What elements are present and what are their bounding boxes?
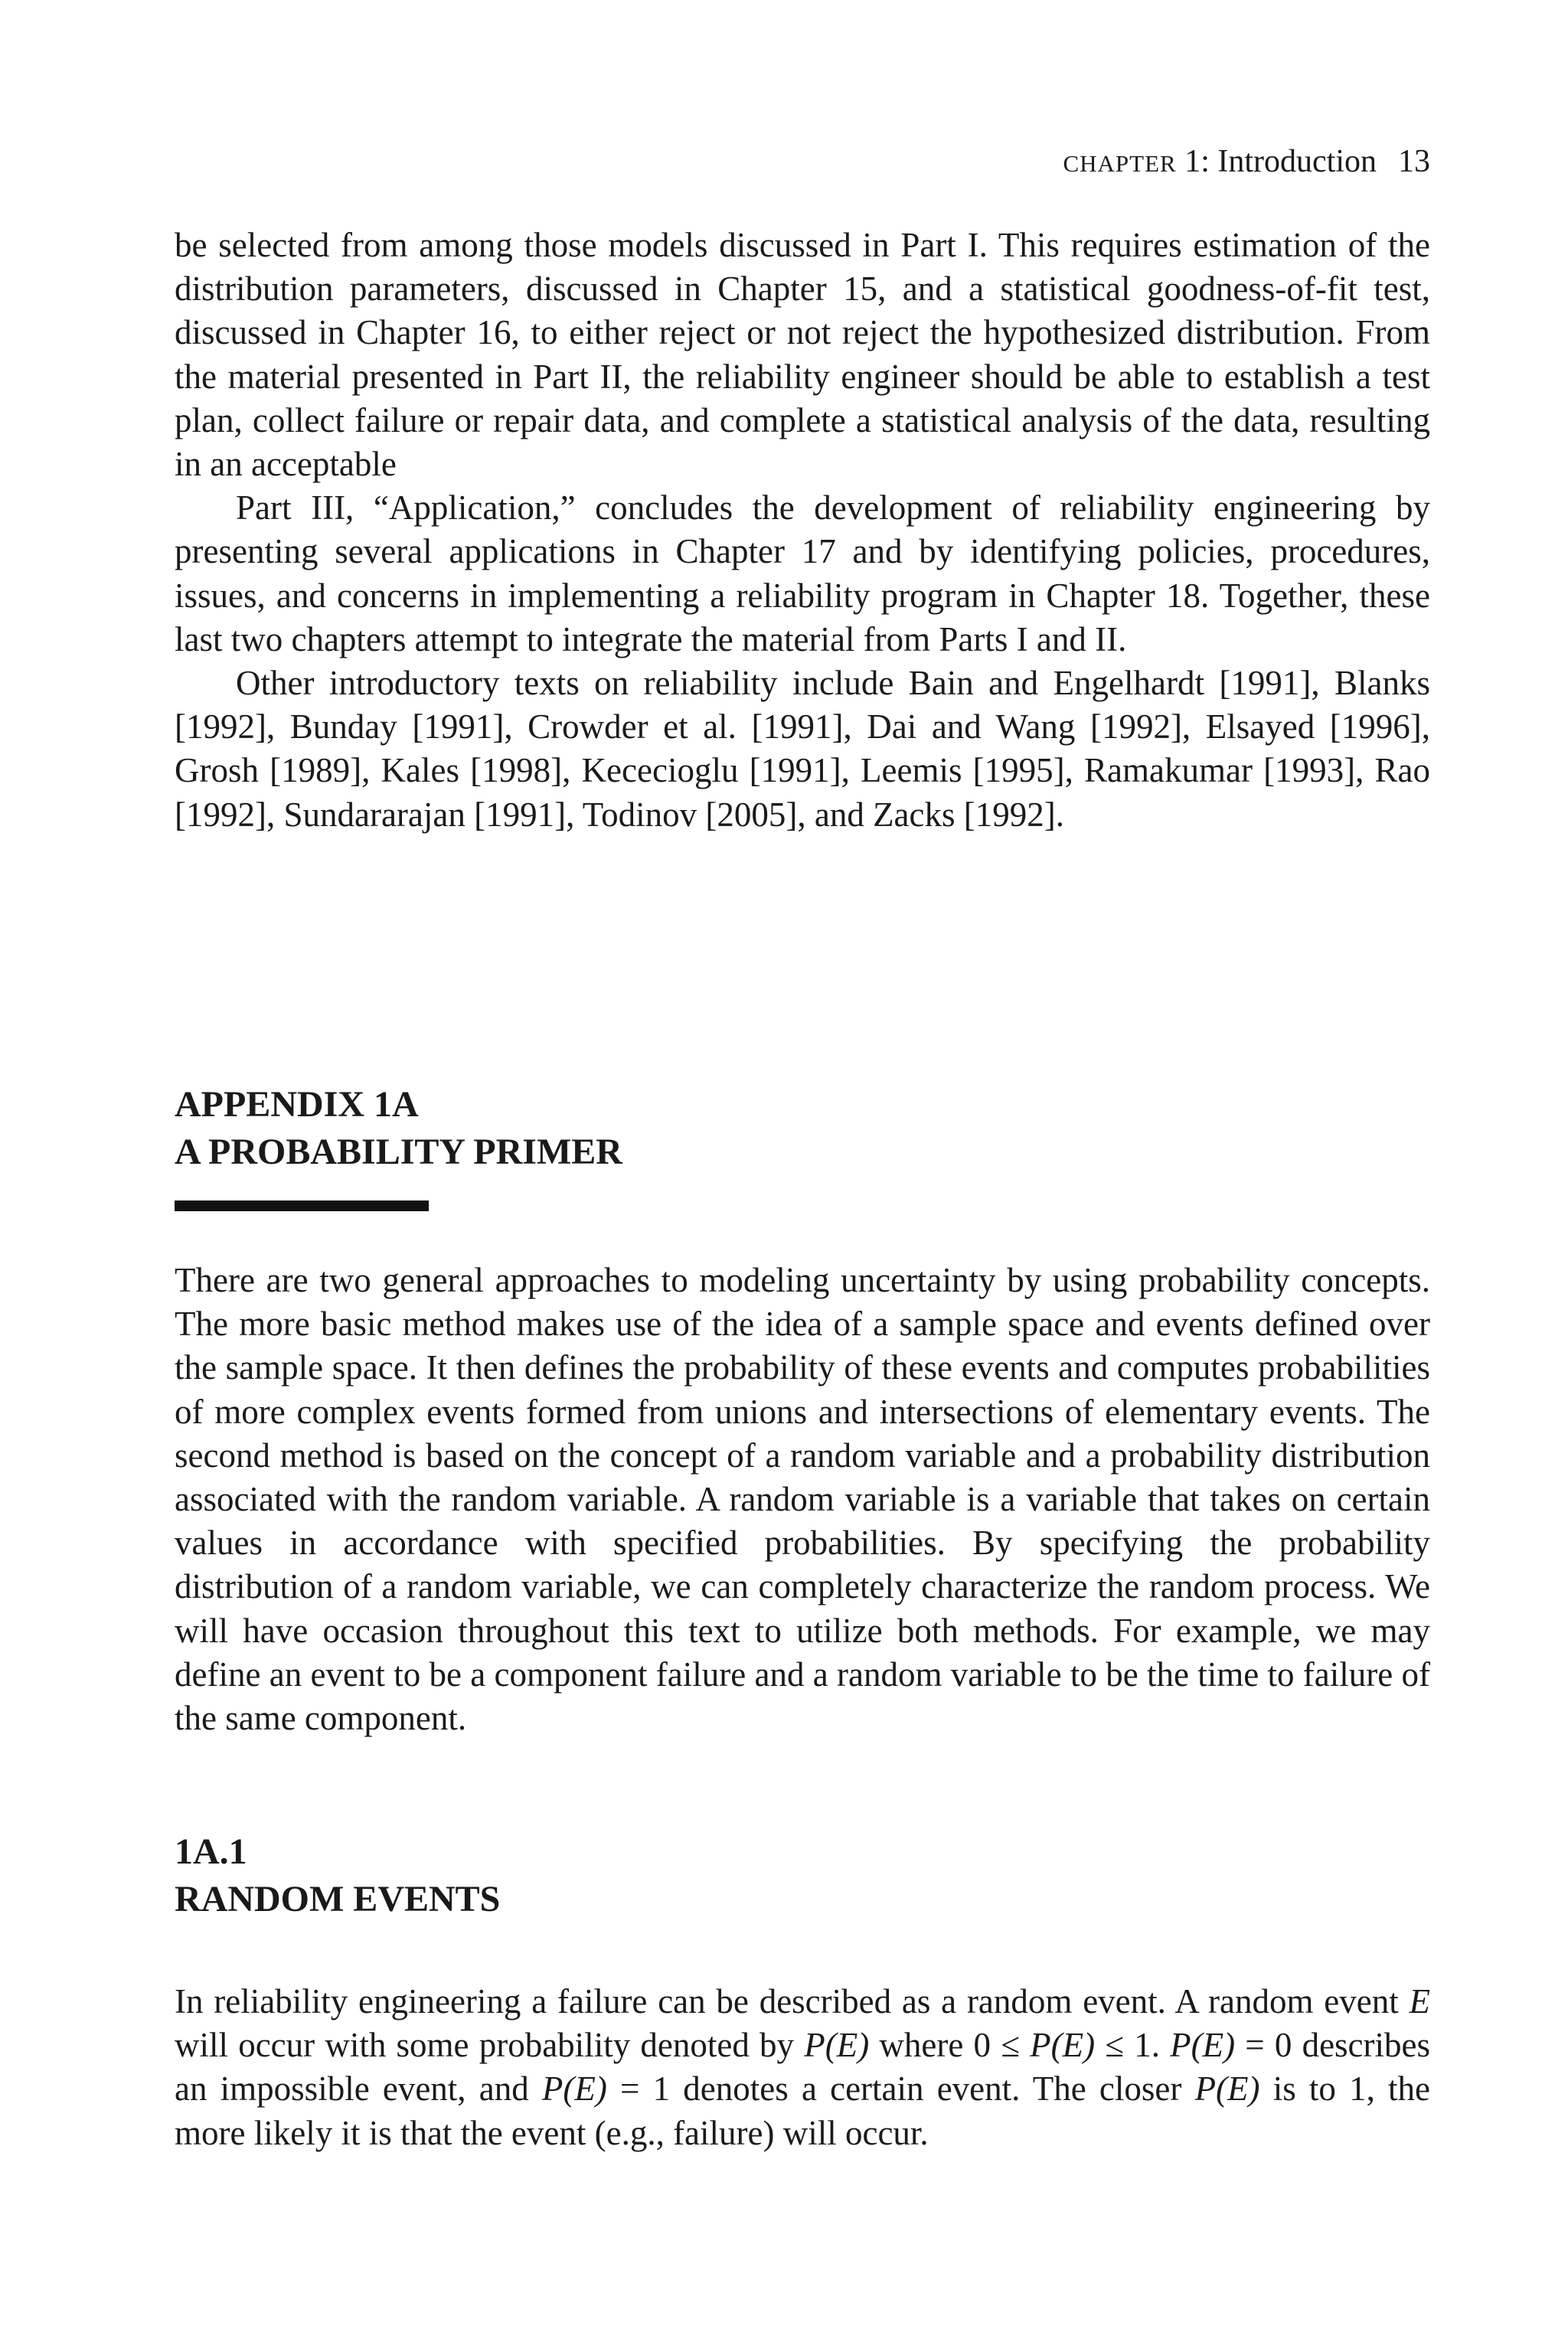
appendix-heading-line-2: A PROBABILITY PRIMER — [175, 1132, 622, 1172]
section-heading-number: 1A.1 — [175, 1831, 247, 1872]
text-run: In reliability engineering a failure can be described as a random event. A random event — [175, 1982, 1410, 2020]
page-number: 13 — [1398, 144, 1430, 179]
math-pe: P(E) — [1030, 2026, 1096, 2065]
text-run: where 0 ≤ — [869, 2026, 1031, 2065]
math-pe: P(E) — [541, 2069, 607, 2109]
text-run: = 0 describes an impossible event, and — [175, 2026, 1431, 2109]
text-run: = 1 denotes a certain event. The closer — [606, 2069, 1195, 2109]
random-events-paragraph — [175, 1980, 1430, 2155]
intro-text — [175, 224, 1430, 837]
appendix-heading-line-1: APPENDIX 1A — [175, 1084, 419, 1125]
math-pe: P(E) — [1194, 2069, 1260, 2109]
running-head-chapter-word: CHAPTER — [1063, 150, 1177, 177]
intro-paragraph-1: be selected from among those models discussed in Part I. This requires estimation of the distribution parameters, discussed in Chapter 15, and a statistical goodness-of-fit test, discussed in Chapter 16, to either reject or not reject the hypothesized distribution. From the material presented in Part II, the reliability engineer should be able to establish a test plan, collect failure or repair data, and complete a statistical analysis of the data, resulting in an acceptable — [175, 226, 1430, 484]
math-pe: P(E) — [804, 2026, 870, 2065]
text-run: is to 1, the more likely it is that the event (e.g., failure) will occur. — [175, 2069, 1431, 2152]
math-pe: P(E) — [1170, 2026, 1236, 2065]
running-head-chapter-ref: 1: Introduction — [1184, 144, 1377, 179]
intro-paragraph-3: Other introductory texts on reliability include Bain and Engelhardt [1991], Blanks [1992], Bunday [1991], Crowder et al. [1991], Dai and Wang [1992], Elsayed [1996], Grosh [1989], Kales [1998], Kececioglu [1991], Leemis [1995], Ramakumar [1993], Rao [1992], Sundararajan [1991], Todinov [2005], and Zacks [1992]. — [175, 664, 1430, 834]
section-heading — [175, 1828, 500, 1923]
text-run: ≤ 1. — [1095, 2026, 1171, 2065]
heading-rule — [175, 1200, 429, 1211]
appendix-text — [175, 1259, 1430, 1740]
random-events-text — [175, 1980, 1430, 2155]
text-run: will occur with some probability denoted by — [175, 2026, 805, 2065]
section-heading-title: RANDOM EVENTS — [175, 1879, 501, 1919]
running-head — [1063, 142, 1430, 183]
appendix-heading — [175, 1081, 622, 1176]
appendix-paragraph-1: There are two general approaches to modeling uncertainty by using probability concepts. The more basic method makes use of the idea of a sample space and events defined over the sample space. It then defines the probability of these events and computes probabilities of more complex events formed from unions and intersections of elementary events. The second method is based on the concept of a random variable and a probability distribution associated with the random variable. A random variable is a variable that takes on certain values in accordance with specified probabilities. By specifying the probability distribution of a random variable, we can completely characterize the random process. We will have occasion throughout this text to utilize both methods. For example, we may define an event to be a component failure and a random variable to be the time to failure of the same component. — [175, 1261, 1430, 1738]
math-e: E — [1409, 1982, 1430, 2020]
intro-paragraph-2: Part III, “Application,” concludes the development of reliability engineering by presenting several applications in Chapter 17 and by identifying policies, procedures, issues, and concerns in implementing a reliability program in Chapter 18. Together, these last two chapters attempt to integrate the material from Parts I and II. — [175, 488, 1430, 658]
